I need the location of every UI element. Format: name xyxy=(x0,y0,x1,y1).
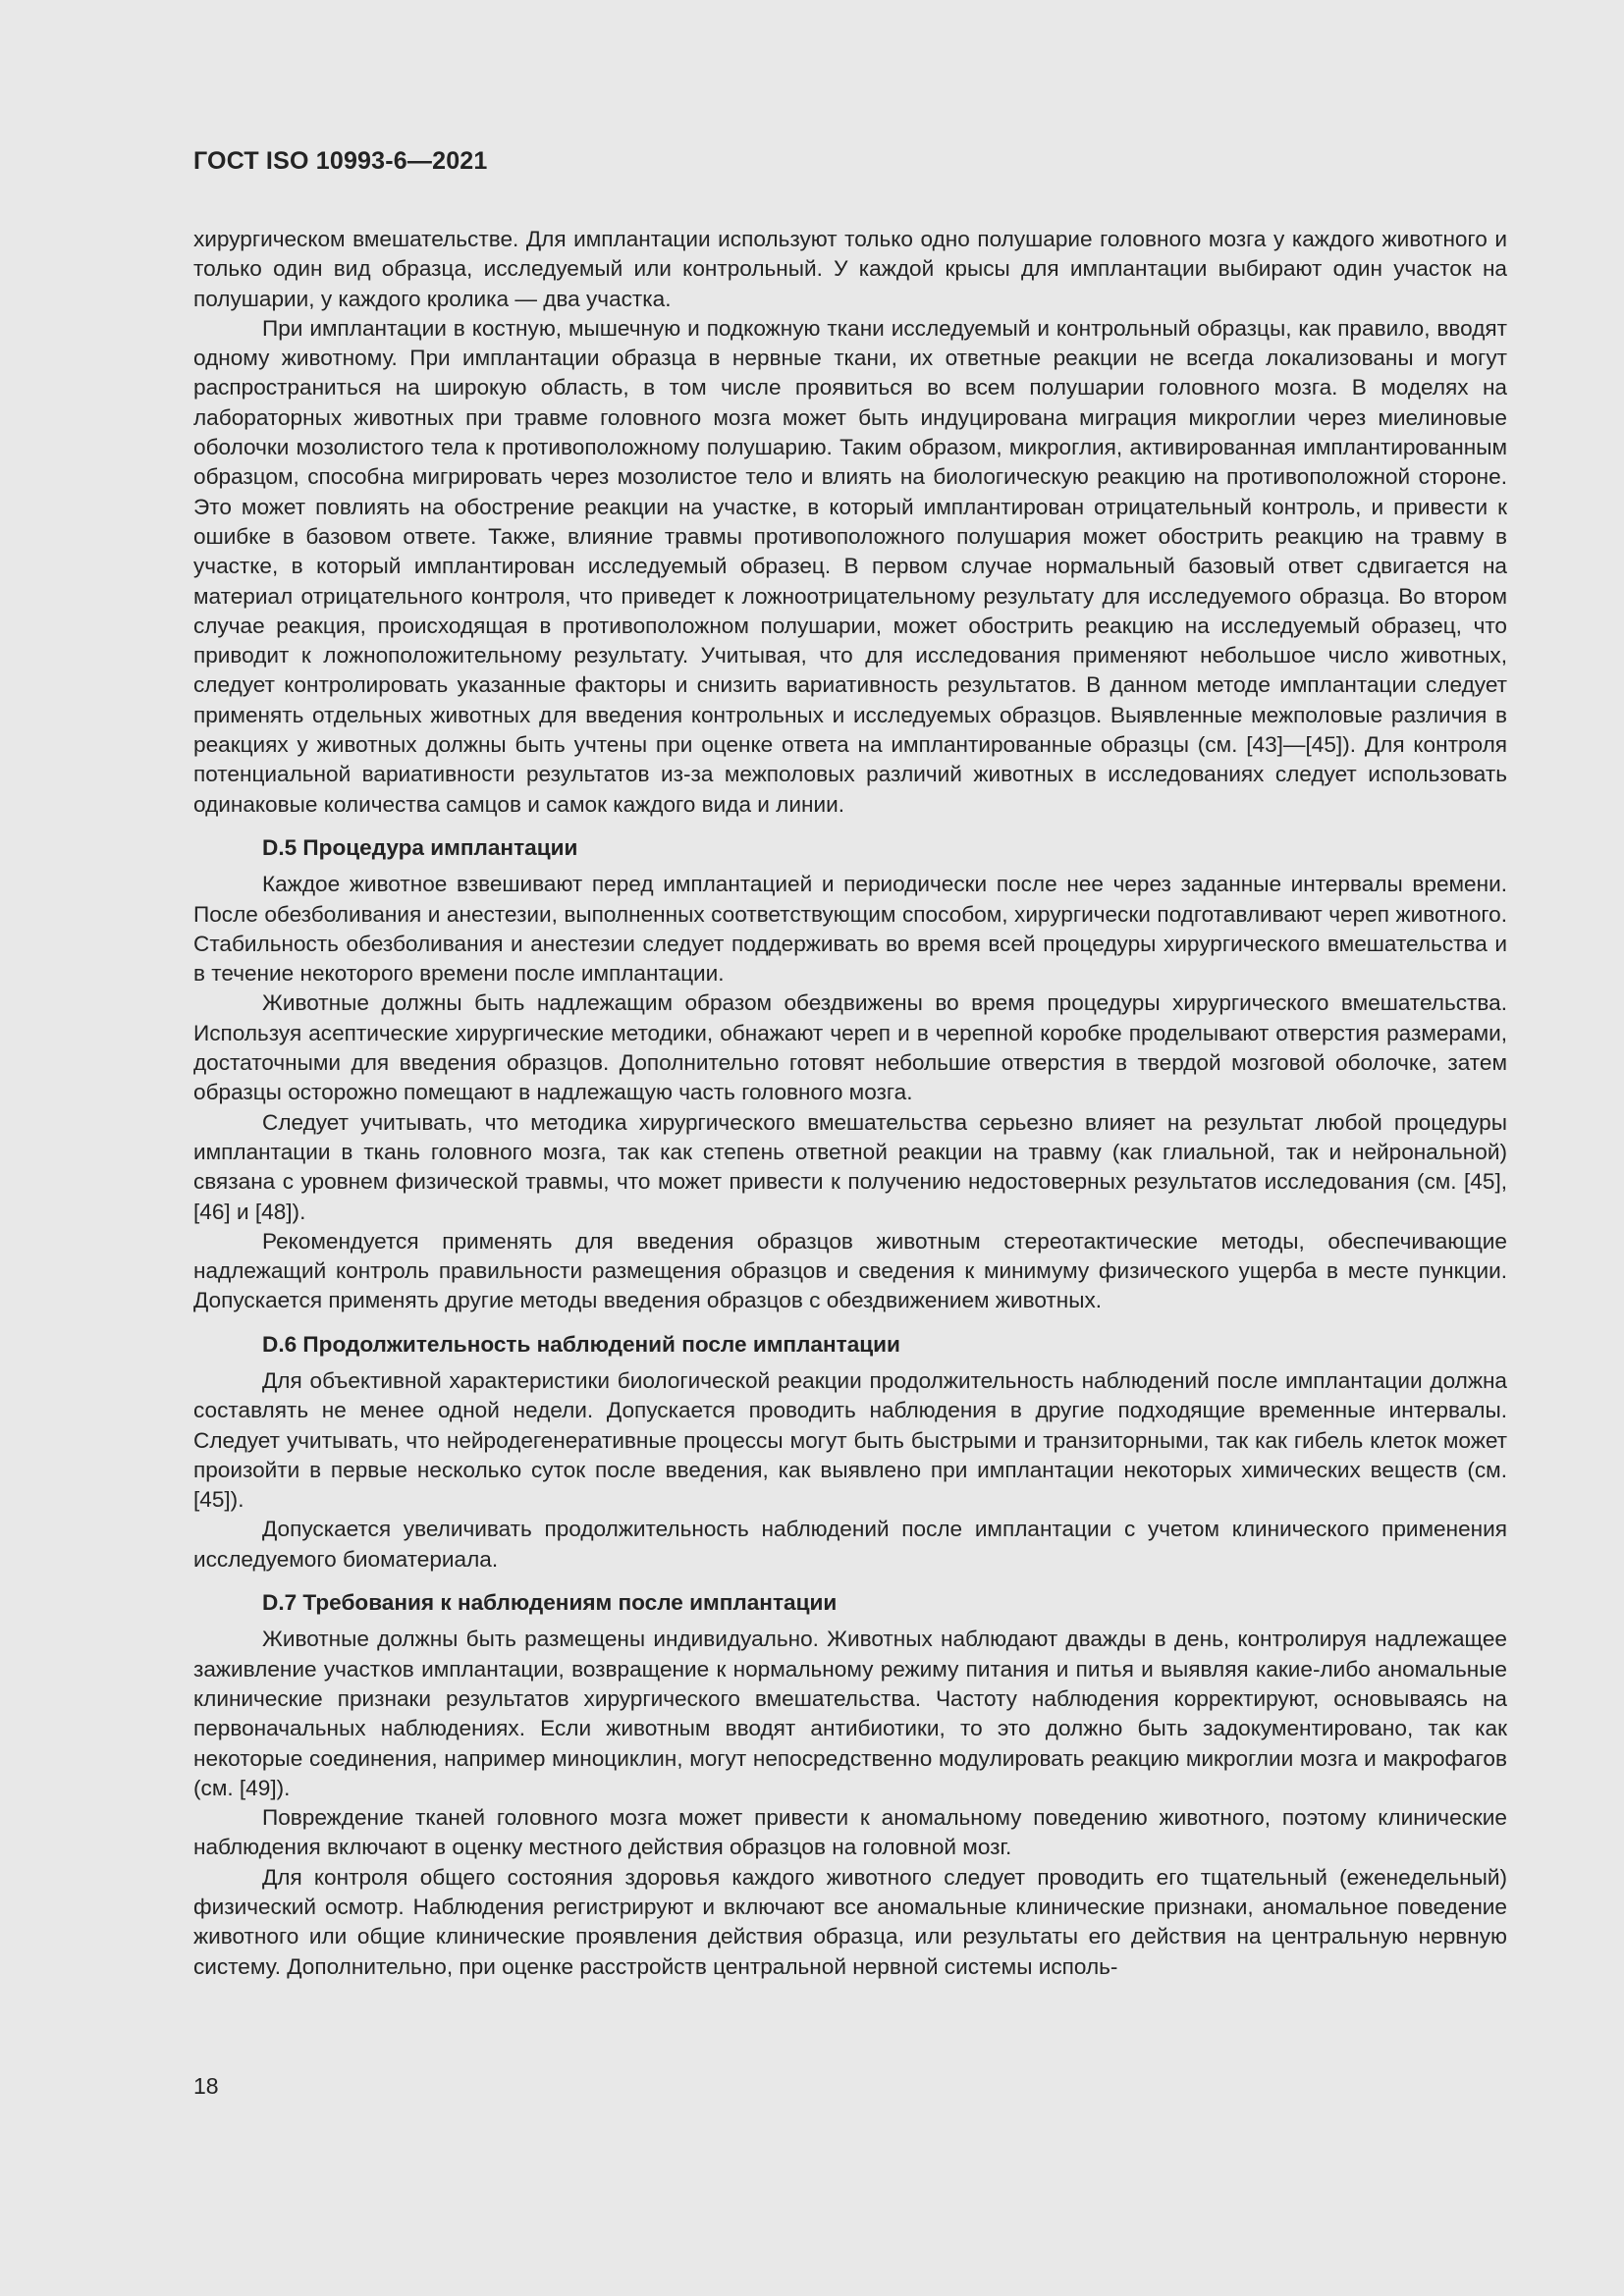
body-paragraph: Для контроля общего состояния здоровья каждого животного следует проводить его тщательный (еженедельный) физический осмотр. Наблюдения регистрируют и включают все аномальные клинические признаки, аномальное поведение животного или общие клинические проявления действия образца, или результаты его действия на центральную нервную систему. Дополнительно, при оценке расстройств центральной нервной системы исполь- xyxy=(193,1864,1507,1979)
body-paragraph: хирургическом вмешательстве. Для имплантации используют только одно полушарие головного мозга у каждого животного и только один вид образца, исследуемый или контрольный. У каждой крысы для имплантации выбирают один участок на полушарии, у каждого кролика — два участка. xyxy=(193,227,1507,311)
body-paragraph: Для объективной характеристики биологической реакции продолжительность наблюдений после имплантации должна составлять не менее одной недели. Допускается проводить наблюдения в другие подходящие временные интервалы. Следует учитывать, что нейродегенеративные процессы могут быть быстрыми и транзиторными, так как гибель клеток может произойти в первые несколько суток после введения, как выявлено при имплантации некоторых химических веществ (см. [45]). xyxy=(193,1367,1507,1513)
section-heading-d6: D.6 Продолжительность наблюдений после имплантации xyxy=(262,1331,900,1357)
section-heading-d5: D.5 Процедура имплантации xyxy=(262,834,578,860)
document-header-title: ГОСТ ISO 10993-6—2021 xyxy=(193,147,488,175)
body-paragraph: Следует учитывать, что методика хирургического вмешательства серьезно влияет на результат любой процедуры имплантации в ткань головного мозга, так как степень ответной реакции на травму (как глиальной, так и нейрональной) связана с уровнем физической травмы, что может привести к получению недостоверных результатов исследования (см. [45], [46] и [48]). xyxy=(193,1109,1507,1224)
body-paragraph: Допускается увеличивать продолжительность наблюдений после имплантации с учетом клинического применения исследуемого биоматериала. xyxy=(193,1517,1507,1572)
body-paragraph: Животные должны быть надлежащим образом обездвижены во время процедуры хирургического вмешательства. Используя асептические хирургические методики, обнажают череп и в черепной коробке проделывают отверстия размерами, достаточными для введения образцов. Дополнительно готовят небольшие отверстия в твердой мозговой оболочке, затем образцы осторожно помещают в надлежащую часть головного мозга. xyxy=(193,990,1507,1105)
section-heading-d7: D.7 Требования к наблюдениям после имплантации xyxy=(262,1590,838,1616)
body-paragraph: Повреждение тканей головного мозга может привести к аномальному поведению животного, поэтому клинические наблюдения включают в оценку местного действия образцов на головной мозг. xyxy=(193,1805,1507,1860)
body-paragraph: Животные должны быть размещены индивидуально. Животных наблюдают дважды в день, контролируя надлежащее заживление участков имплантации, возвращение к нормальному режиму питания и питья и выявляя какие-либо аномальные клинические признаки результатов хирургического вмешательства. Частоту наблюдения корректируют, основываясь на первоначальных наблюдениях. Если животным вводят антибиотики, то это должно быть задокументировано, так как некоторые соединения, например миноциклин, могут непосредственно модулировать реакцию микроглии мозга и макрофагов (см. [49]). xyxy=(193,1627,1507,1800)
body-paragraph: При имплантации в костную, мышечную и подкожную ткани исследуемый и контрольный образцы, как правило, вводят одному животному. При имплантации образца в нервные ткани, их ответные реакции не всегда локализованы и могут распространиться на широкую область, в том числе проявиться во всем полушарии головного мозга. В моделях на лабораторных животных при травме головного мозга может быть индуцирована миграция микроглии через миелиновые оболочки мозолистого тела к противоположному полушарию. Таким образом, микроглия, активированная имплантированным образцом, способна мигрировать через мозолистое тело и влиять на биологическую реакцию на противоположной стороне. Это может повлиять на обострение реакции на участке, в который имплантирован отрицательный контроль, и привести к ошибке в базовом ответе. Также, влияние травмы противоположного полушария может обострить реакцию на травму в участке, в который имплантирован исследуемый образец. В первом случае нормальный базовый ответ сдвигается на материал отрицательного контроля, что приведет к ложноотрицательному результату для исследуемого образца. Во втором случае реакция, происходящая в противоположном полушарии, может обострить реакцию на исследуемый образец, что приводит к ложноположительному результату. Учитывая, что для исследования применяют небольшое число животных, следует контролировать указанные факторы и снизить вариативность результатов. В данном методе имплантации следует применять отдельных животных для введения контрольных и исследуемых образцов. Выявленные межполовые различия в реакциях у животных должны быть учтены при оценке ответа на имплантированные образцы (см. [43]—[45]). Для контроля потенциальной вариативности результатов из-за межполовых различий животных в исследованиях следует использовать одинаковые количества самцов и самок каждого вида и линии. xyxy=(193,315,1507,817)
body-paragraph: Рекомендуется применять для введения образцов животным стереотактические методы, обеспечивающие надлежащий контроль правильности размещения образцов и сведения к минимуму физического ущерба в месте пункции. Допускается применять другие методы введения образцов с обездвижением животных. xyxy=(193,1228,1507,1313)
document-body xyxy=(193,225,1507,1982)
page-number: 18 xyxy=(193,2073,219,2099)
body-paragraph: Каждое животное взвешивают перед имплантацией и периодически после нее через заданные интервалы времени. После обезболивания и анестезии, выполненных соответствующим способом, хирургически подготавливают череп животного. Стабильность обезболивания и анестезии следует поддерживать во время всей процедуры хирургического вмешательства и в течение некоторого времени после имплантации. xyxy=(193,872,1507,987)
